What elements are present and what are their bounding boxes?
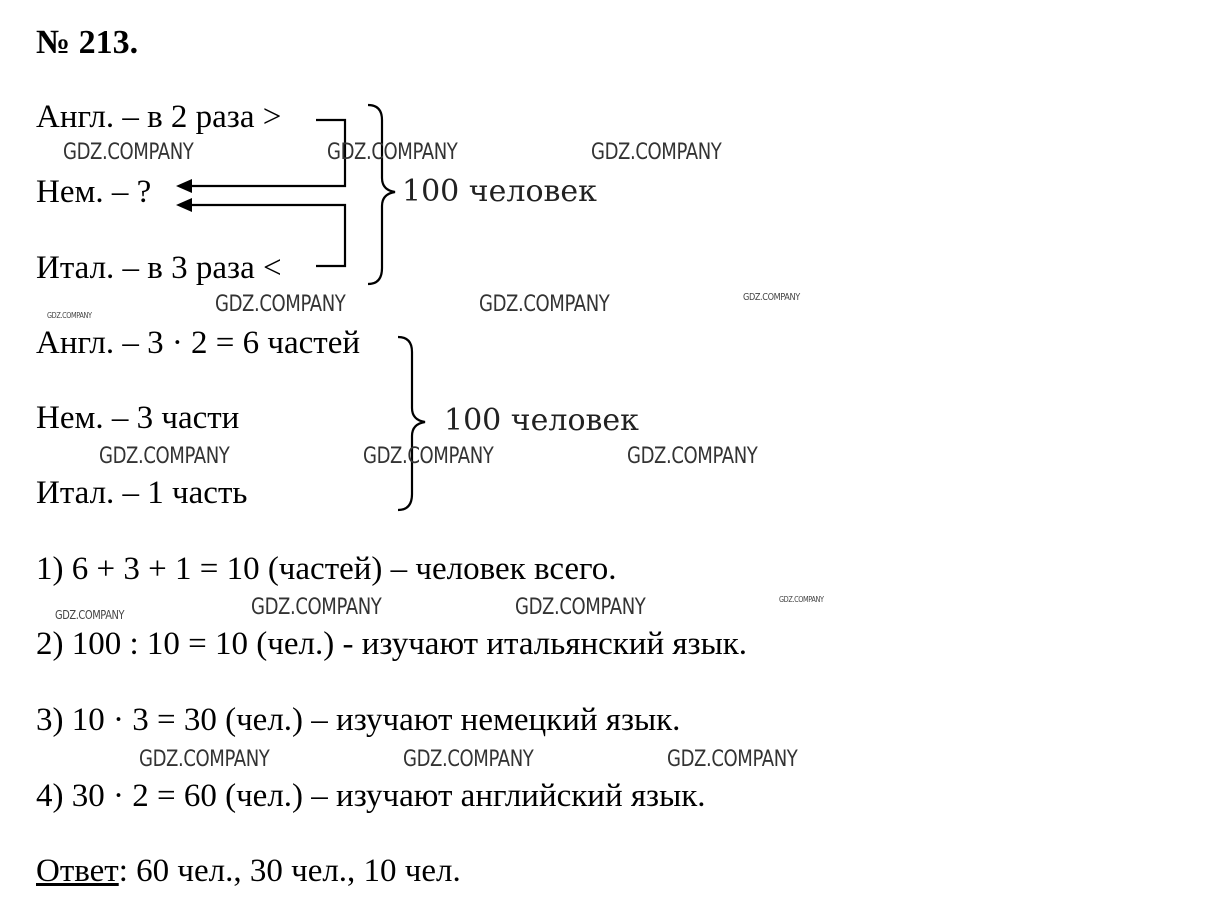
scheme-english: Англ. – в 2 раза > (36, 99, 282, 135)
watermark-text: GDZ.COMPANY (667, 747, 798, 772)
scheme-total-label: 100 человек (402, 174, 597, 209)
watermark-text: GDZ.COMPANY (779, 595, 824, 604)
scheme-german: Нем. – ? (36, 174, 152, 210)
watermark-text: GDZ.COMPANY (63, 140, 194, 165)
watermark-text: GDZ.COMPANY (591, 140, 722, 165)
watermark-text: GDZ.COMPANY (363, 444, 494, 469)
watermark-text: GDZ.COMPANY (215, 292, 346, 317)
answer-label: Ответ (36, 853, 119, 889)
step-2: 2) 100 : 10 = 10 (чел.) - изучают итальянский язык. (36, 626, 748, 662)
watermark-text: GDZ.COMPANY (251, 595, 382, 620)
watermark-text: GDZ.COMPANY (479, 292, 610, 317)
parts-brace (398, 337, 425, 510)
watermark-text: GDZ.COMPANY (627, 444, 758, 469)
watermark-text: GDZ.COMPANY (55, 608, 125, 622)
arrowhead-german-2 (176, 198, 192, 212)
problem-title: № 213. (36, 24, 139, 61)
watermark-text: GDZ.COMPANY (99, 444, 230, 469)
answer-text: : 60 чел., 30 чел., 10 чел. (118, 853, 461, 889)
parts-italian: Итал. – 1 часть (36, 475, 248, 511)
arrowhead-german-1 (176, 179, 192, 193)
watermark-text: GDZ.COMPANY (139, 747, 270, 772)
watermark-text: GDZ.COMPANY (403, 747, 534, 772)
scheme-italian: Итал. – в 3 раза < (36, 250, 282, 286)
step-4: 4) 30 · 2 = 60 (чел.) – изучают английский язык. (36, 778, 706, 814)
watermark-text: GDZ.COMPANY (47, 311, 92, 320)
parts-english: Англ. – 3 · 2 = 6 частей (36, 325, 361, 361)
watermark-text: GDZ.COMPANY (327, 140, 458, 165)
scheme-brace (368, 105, 395, 284)
watermark-text: GDZ.COMPANY (515, 595, 646, 620)
watermark-text: GDZ.COMPANY (743, 292, 800, 303)
parts-german: Нем. – 3 части (36, 400, 240, 436)
step-3: 3) 10 · 3 = 30 (чел.) – изучают немецкий язык. (36, 702, 681, 738)
answer-line (36, 855, 461, 888)
step-1: 1) 6 + 3 + 1 = 10 (частей) – человек всего. (36, 551, 617, 587)
parts-total-label: 100 человек (444, 403, 639, 438)
